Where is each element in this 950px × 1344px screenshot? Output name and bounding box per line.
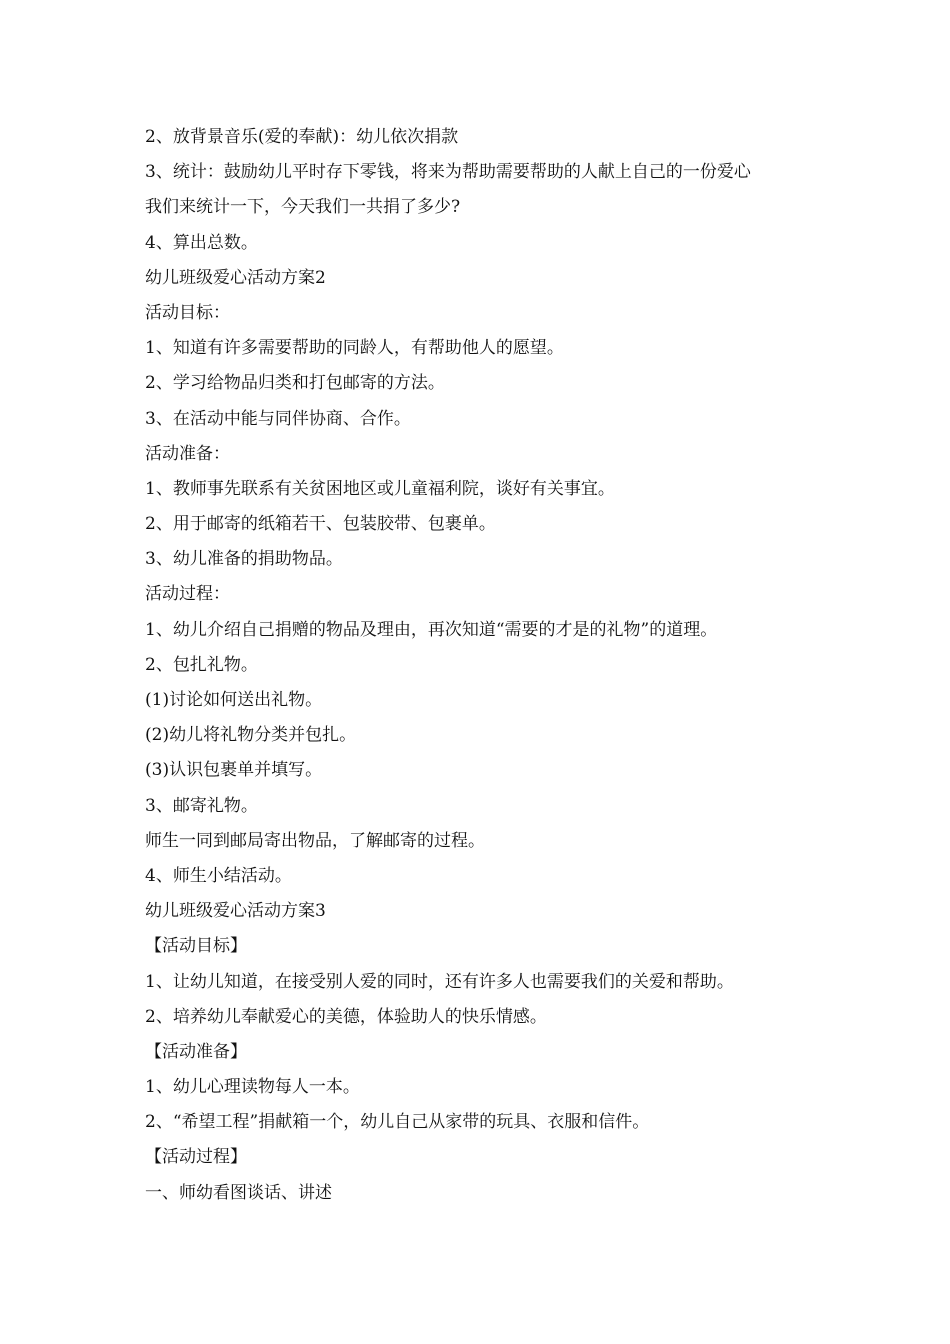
subheading: 【活动过程】	[145, 1147, 247, 1168]
text-line: (1)讨论如何送出礼物。	[145, 690, 323, 710]
text-line: 我们来统计一下，今天我们一共捐了多少?	[145, 197, 461, 218]
text-line: 1、教师事先联系有关贫困地区或儿童福利院，谈好有关事宜。	[145, 478, 615, 499]
text-line: 4、算出总数。	[145, 232, 258, 253]
text-line: 1、知道有许多需要帮助的同龄人，有帮助他人的愿望。	[145, 338, 564, 359]
text-line: 3、幼儿准备的捐助物品。	[145, 549, 343, 570]
text-line: (3)认识包裹单并填写。	[145, 760, 323, 781]
text-line: (2)幼儿将礼物分类并包扎。	[145, 725, 357, 746]
text-line: 2、学习给物品归类和打包邮寄的方法。	[145, 373, 445, 394]
text-line: 一、师幼看图谈话、讲述	[145, 1182, 332, 1203]
subheading: 活动准备：	[145, 443, 230, 464]
text-line: 2、包扎礼物。	[145, 654, 258, 675]
section-heading: 幼儿班级爱心活动方案3	[145, 901, 326, 922]
subheading: 【活动目标】	[145, 936, 247, 957]
text-line: 1、幼儿心理读物每人一本。	[145, 1077, 360, 1098]
text-line: 1、让幼儿知道，在接受别人爱的同时，还有许多人也需要我们的关爱和帮助。	[145, 971, 734, 992]
text-line: 3、邮寄礼物。	[145, 795, 258, 816]
subheading: 活动目标：	[145, 302, 230, 323]
text-line: 3、统计：鼓励幼儿平时存下零钱，将来为帮助需要帮助的人献上自己的一份爱心	[145, 162, 751, 183]
text-line: 2、放背景音乐(爱的奉献)：幼儿依次捐款	[145, 127, 459, 147]
section-heading: 幼儿班级爱心活动方案2	[145, 267, 326, 288]
text-line: 师生一同到邮局寄出物品，了解邮寄的过程。	[145, 830, 485, 851]
text-line: 2、“希望工程”捐献箱一个，幼儿自己从家带的玩具、衣服和信件。	[145, 1112, 650, 1133]
text-line: 3、在活动中能与同伴协商、合作。	[145, 408, 411, 429]
text-line: 4、师生小结活动。	[145, 865, 292, 886]
document-body	[145, 120, 825, 1211]
subheading: 活动过程：	[145, 584, 230, 605]
text-line: 2、用于邮寄的纸箱若干、包装胶带、包裹单。	[145, 514, 496, 535]
subheading: 【活动准备】	[145, 1041, 247, 1062]
text-line: 2、培养幼儿奉献爱心的美德，体验助人的快乐情感。	[145, 1006, 547, 1027]
text-line: 1、幼儿介绍自己捐赠的物品及理由，再次知道“需要的才是的礼物”的道理。	[145, 619, 718, 640]
